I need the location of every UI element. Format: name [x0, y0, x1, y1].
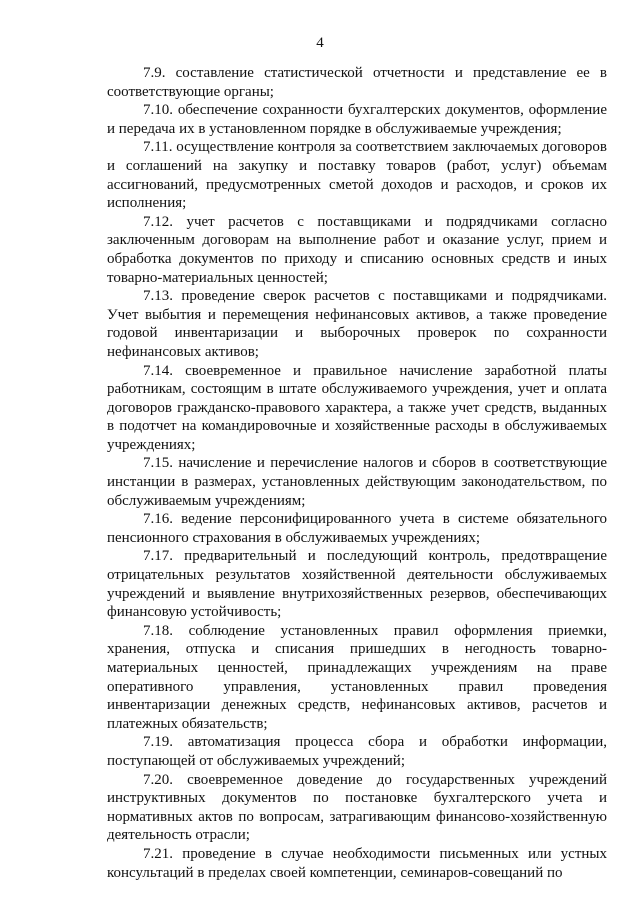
clause-text: обеспечение сохранности бухгалтерских документов, оформление и передача их в установленном порядке в обслуживаемые учреждения;	[107, 102, 607, 137]
clause-number: 7.14.	[143, 362, 173, 379]
clause-number: 7.12.	[143, 213, 173, 230]
clause-number: 7.18.	[143, 622, 173, 639]
clause-number: 7.15.	[143, 455, 173, 472]
clause-number: 7.13.	[143, 288, 173, 305]
clause-7-15	[107, 454, 607, 510]
clause-7-10	[107, 101, 607, 138]
clause-7-19	[107, 733, 607, 770]
clause-7-12	[107, 213, 607, 287]
clause-7-9	[107, 64, 607, 101]
clause-number: 7.17.	[143, 548, 173, 565]
clause-7-16	[107, 510, 607, 547]
clause-7-18	[107, 622, 607, 734]
clause-number: 7.21.	[143, 845, 173, 862]
clause-7-13	[107, 287, 607, 361]
clause-number: 7.16.	[143, 511, 173, 528]
clause-number: 7.19.	[143, 734, 173, 751]
clause-text: проведение сверок расчетов с поставщиками и подрядчиками. Учет выбытия и перемещения нефинансовых активов, а также проведение годовой инвентаризации и выборочных проверок по сохранности нефинансовых активов;	[107, 288, 607, 360]
clause-text: начисление и перечисление налогов и сборов в соответствующие инстанции в размерах, установленных действующим законодательством, по обслуживаемым учреждениям;	[107, 455, 608, 509]
clause-number: 7.10.	[143, 102, 173, 119]
clause-text: ведение персонифицированного учета в системе обязательного пенсионного страхования в обслуживаемых учреждениях;	[107, 511, 608, 546]
clause-text: своевременное и правильное начисление заработной платы работникам, состоящим в штате обслуживаемого учреждения, учет и оплата договоров гражданско-правового характера, а также учет средств, выданных в подотчет на командировочные и хозяйственные расходы в обслуживаемых учреждениях;	[107, 362, 607, 453]
clause-number: 7.20.	[143, 771, 173, 788]
clause-7-11	[107, 138, 607, 212]
clause-text: предварительный и последующий контроль, предотвращение отрицательных результатов хозяйственной деятельности обслуживаемых учреждений и выявление внутрихозяйственных резервов, обеспечивающих финансовую устойчивость;	[107, 548, 607, 621]
clause-text: проведение в случае необходимости письменных или устных консультаций в пределах своей компетенции, семинаров-совещаний по	[107, 845, 608, 881]
clause-text: осуществление контроля за соответствием заключаемых договоров и соглашений на закупку и поставку товаров (работ, услуг) объемам ассигнований, предусмотренных сметой доходов и расходов, и сроков их исполнения;	[107, 139, 608, 212]
clause-7-21	[107, 845, 607, 882]
clause-number: 7.9.	[143, 65, 166, 81]
page-number: 4	[316, 35, 324, 51]
clause-7-17	[107, 547, 607, 621]
document-body	[107, 64, 607, 882]
clause-text: учет расчетов с поставщиками и подрядчиками согласно заключенным договорам на выполнение работ и оказание услуг, прием и обработка документов по приходу и списанию основных средств и иных товарно-материальных ценностей;	[107, 213, 607, 286]
clause-7-20	[107, 771, 607, 845]
clause-text: своевременное доведение до государственных учреждений инструктивных документов по постановке бухгалтерского учета и нормативных актов по вопросам, затрагивающим финансово-хозяйственную деятельность отрасли;	[107, 771, 607, 844]
clause-text: автоматизация процесса сбора и обработки информации, поступающей от обслуживаемых учреждений;	[107, 734, 608, 769]
clause-7-14	[107, 362, 607, 455]
clause-text: составление статистической отчетности и представление ее в соответствующие органы;	[107, 65, 608, 100]
clause-text: соблюдение установленных правил оформления приемки, хранения, отпуска и списания пришедших в негодность товарно-материальных ценностей, принадлежащих учреждениям на праве оперативного управления, установленных правил проведения инвентаризации денежных средств, нефинансовых активов, расчетов и платежных обязательств;	[107, 622, 607, 732]
clause-number: 7.11.	[143, 139, 173, 156]
